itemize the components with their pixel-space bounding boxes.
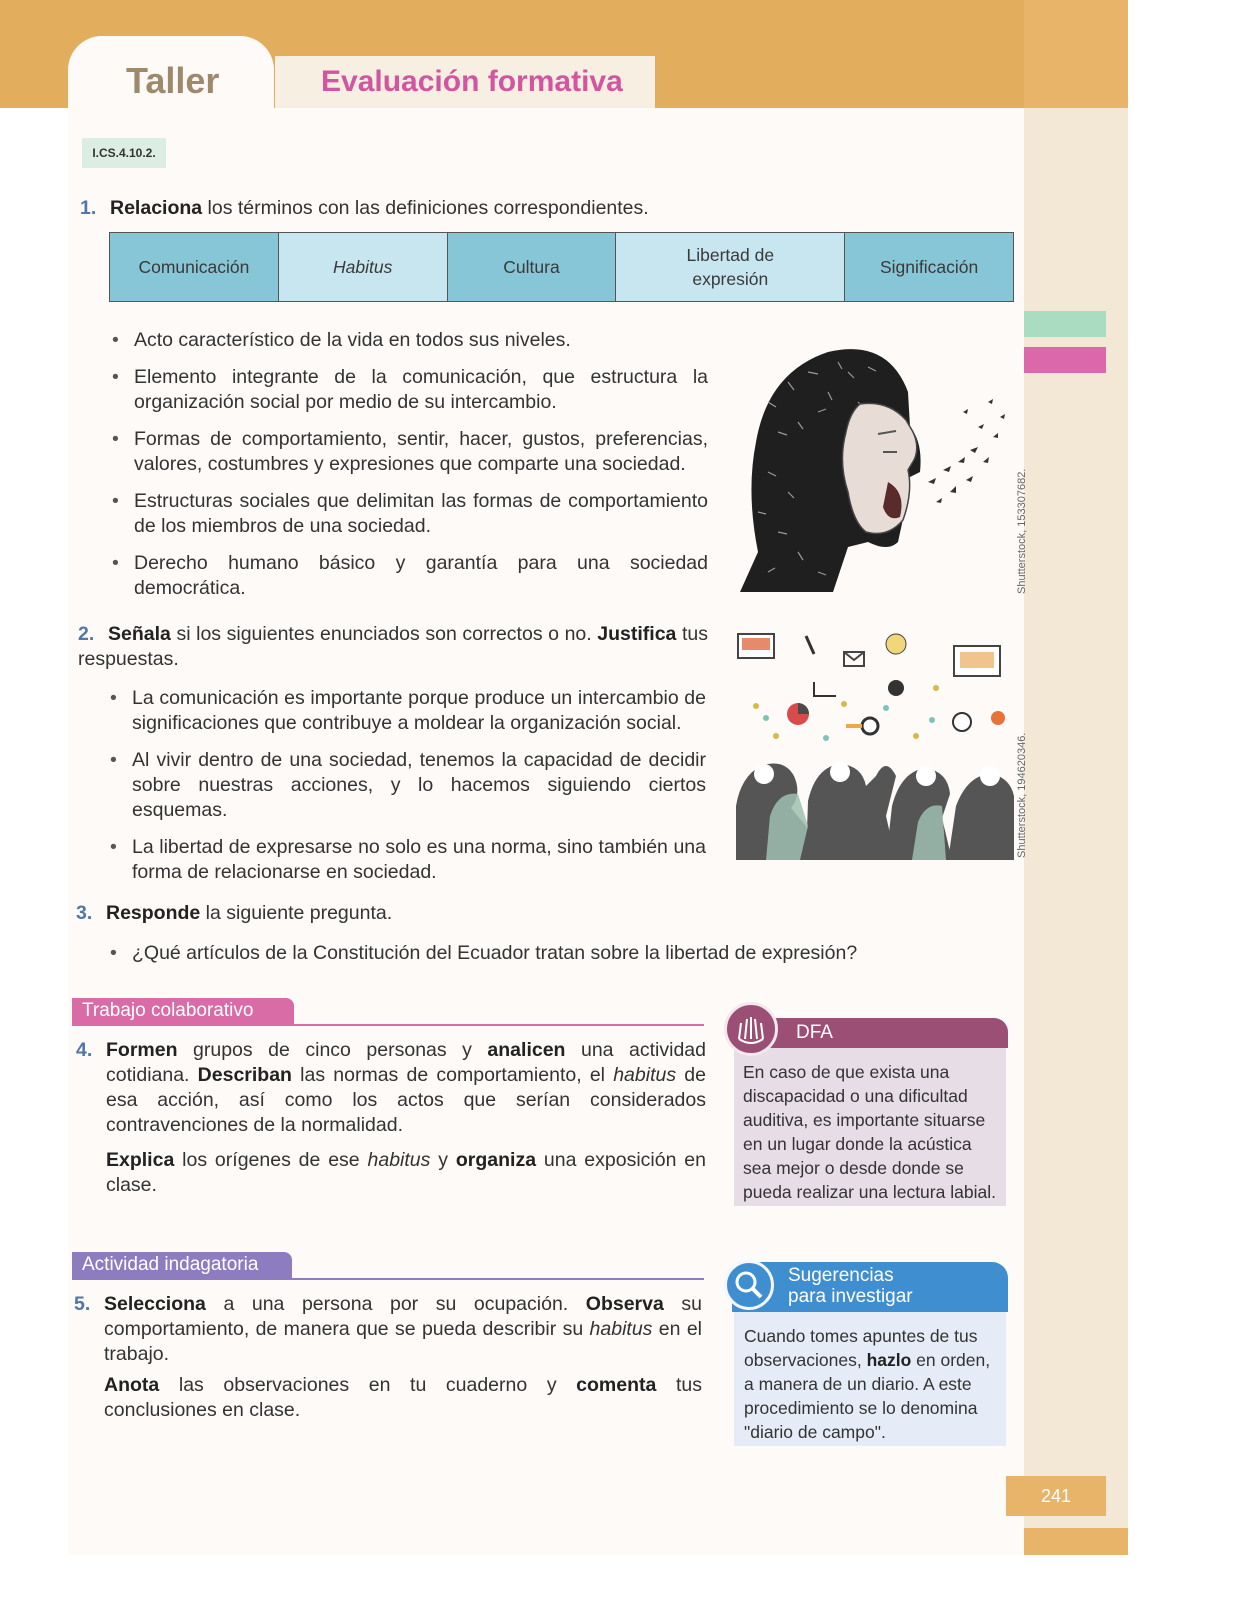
definition-item: • Elemento integrante de la comunicación, que estructura la organización social por medio de su intercambio. — [110, 365, 708, 415]
section-divider — [72, 1024, 704, 1026]
dfa-text: En caso de que exista una discapacidad o una dificultad auditiva, es importante situarse en un lugar donde la acústica sea mejor o desde donde se pueda realizar una lectura labial. — [743, 1062, 996, 1202]
dfa-box — [724, 1002, 1010, 1210]
page-number: 241 — [1006, 1476, 1106, 1516]
term-cell: Habitus — [279, 233, 448, 301]
photo-credit: Shutterstock, 194620346. — [1016, 732, 1028, 858]
term-cell: Significación — [845, 233, 1013, 301]
sugerencias-title-line1: Sugerencias — [788, 1265, 894, 1286]
question-3 — [76, 901, 716, 926]
instruction-verb: Observa — [585, 1293, 664, 1315]
question-number: 4. — [76, 1039, 93, 1061]
section-divider — [72, 1278, 704, 1280]
term-cell: Comunicación — [110, 233, 279, 301]
instruction-text: una exposición en clase. — [106, 1149, 706, 1196]
question-2 — [78, 622, 708, 672]
search-icon — [724, 1260, 774, 1310]
sugerencias-text-part: en orden, a manera de un diario. A este procedimiento se lo denomina "diario de campo". — [744, 1350, 991, 1442]
definition-item: • Estructuras sociales que delimitan las formas de comportamiento de los miembros de una sociedad. — [110, 489, 708, 539]
sugerencias-text-part: Cuando tomes apuntes de tus observaciones, — [744, 1326, 978, 1370]
section-label: Trabajo colaborativo — [72, 998, 294, 1024]
instruction-verb: Justifica — [597, 623, 677, 645]
question-4 — [76, 1038, 706, 1198]
instruction-text: grupos de cinco personas y — [177, 1039, 488, 1061]
instruction-text: a una persona por su ocupación. — [205, 1293, 586, 1315]
photo-credit: Shutterstock, 153307682. — [1016, 468, 1028, 594]
sugerencias-box — [724, 1260, 1010, 1450]
indicator-code-badge: I.CS.4.10.2. — [82, 138, 166, 168]
instruction-verb: Relaciona — [110, 197, 203, 219]
question-number: 1. — [80, 197, 97, 219]
question-item: • ¿Qué artículos de la Constitución del Ecuador tratan sobre la libertad de expresión? — [108, 941, 868, 966]
instruction-verb: Describan — [197, 1064, 292, 1086]
statement-item: • La libertad de expresarse no solo es una norma, sino también una forma de relacionarse en sociedad. — [108, 835, 706, 885]
instruction-verb: Selecciona — [104, 1293, 206, 1315]
instruction-verb: Anota — [104, 1374, 160, 1396]
statement-item: • Al vivir dentro de una sociedad, tenemos la capacidad de decidir sobre nuestras acciones, y lo hacemos siguiendo ciertos esquemas. — [108, 748, 706, 823]
instruction-text: una actividad cotidiana. — [106, 1039, 706, 1086]
sugerencias-title-line2: para investigar — [788, 1286, 913, 1307]
tab-evaluacion-formativa: Evaluación formativa — [275, 56, 655, 108]
instruction-text: de esa acción, así como los actos que serían considerados contravenciones de la normalidad. — [106, 1064, 706, 1136]
definition-item: • Acto característico de la vida en todos sus niveles. — [110, 328, 708, 353]
hands-icon — [724, 1002, 778, 1056]
tab-taller: Taller — [68, 36, 274, 116]
instruction-text: en el trabajo. — [104, 1318, 702, 1365]
instruction-text: tus conclusiones en clase. — [104, 1374, 702, 1421]
instruction-text: las observaciones en tu cuaderno y — [159, 1374, 577, 1396]
term-cell: Cultura — [448, 233, 617, 301]
term-cell: Libertad de expresión — [616, 233, 845, 301]
section-label: Actividad indagatoria — [72, 1252, 292, 1278]
italic-term: habitus — [589, 1318, 653, 1340]
instruction-text: tus respuestas. — [78, 623, 709, 670]
question-1 — [80, 196, 720, 221]
question-number: 5. — [74, 1293, 91, 1315]
instruction-verb: Explica — [106, 1149, 175, 1171]
instruction-verb: organiza — [455, 1149, 537, 1171]
question-number: 3. — [76, 902, 93, 924]
pink-side-tab — [1024, 347, 1106, 373]
people-communication-illustration — [736, 626, 1014, 860]
instruction-verb: Formen — [106, 1039, 178, 1061]
shouting-head-illustration — [738, 342, 1014, 594]
green-side-tab — [1024, 311, 1106, 337]
statements-list — [108, 686, 706, 897]
question-3-list — [108, 941, 868, 978]
definition-item: • Derecho humano básico y garantía para una sociedad democrática. — [110, 551, 708, 601]
instruction-text: si los siguientes enunciados son correctos o no. — [170, 623, 598, 645]
definitions-list — [110, 328, 708, 613]
definition-item: • Formas de comportamiento, sentir, hacer, gustos, preferencias, valores, costumbres y expresiones que comparte una sociedad. — [110, 427, 708, 477]
instruction-verb: analicen — [487, 1039, 566, 1061]
instruction-verb: Responde — [106, 902, 201, 924]
instruction-text: los términos con las definiciones correspondientes. — [202, 197, 649, 219]
instruction-text: los orígenes de ese — [174, 1149, 368, 1171]
instruction-verb: Señala — [108, 623, 171, 645]
dfa-title: DFA — [732, 1018, 1008, 1048]
sugerencias-text — [744, 1324, 1000, 1444]
instruction-text: y — [430, 1149, 456, 1171]
italic-term: habitus — [613, 1064, 677, 1086]
instruction-text: las normas de comportamiento, el — [291, 1064, 614, 1086]
statement-item: • La comunicación es importante porque produce un intercambio de significaciones que contribuye a moldear la organización social. — [108, 686, 706, 736]
instruction-text: su comportamiento, de manera que se pueda describir su — [104, 1293, 703, 1340]
italic-term: habitus — [367, 1149, 431, 1171]
instruction-text: la siguiente pregunta. — [200, 902, 393, 924]
terms-table — [109, 232, 1014, 302]
question-number: 2. — [78, 623, 95, 645]
instruction-verb: comenta — [576, 1374, 657, 1396]
sugerencias-text-bold: hazlo — [866, 1350, 912, 1370]
question-5 — [74, 1292, 702, 1423]
